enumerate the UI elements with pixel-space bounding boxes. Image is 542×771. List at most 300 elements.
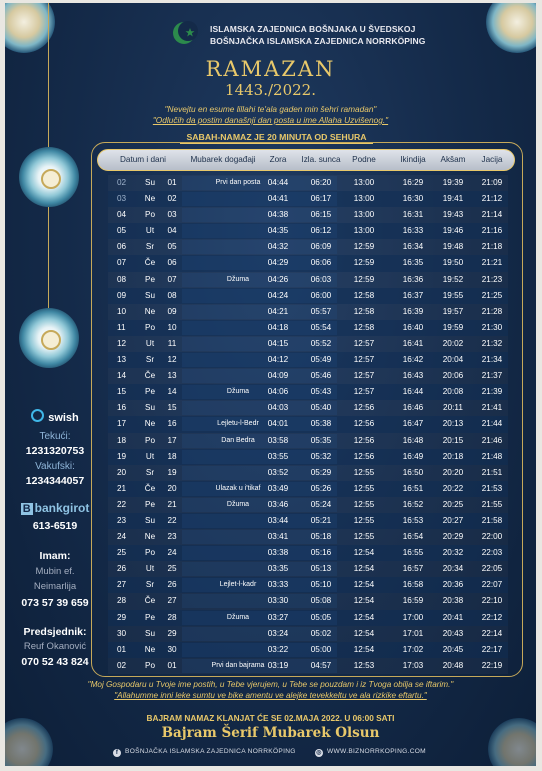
- row-zora: 03:46: [267, 499, 289, 509]
- row-podne: 12:57: [353, 387, 375, 397]
- row-date: 26: [117, 564, 127, 574]
- row-zora: 03:44: [267, 515, 289, 525]
- row-sunrise: 05:32: [310, 451, 332, 461]
- row-jacija: 22:00: [481, 532, 503, 542]
- row-aksam: 20:43: [442, 628, 464, 638]
- row-podne: 12:55: [353, 515, 375, 525]
- row-weekday: Su: [144, 290, 155, 300]
- row-jacija: 21:44: [481, 419, 503, 429]
- row-podne: 12:54: [353, 580, 375, 590]
- bankgirot-logo: B bankgirot: [22, 501, 90, 515]
- table-row: [108, 239, 508, 255]
- row-date: 12: [117, 338, 127, 348]
- row-weekday: Po: [144, 548, 155, 558]
- row-jacija: 21:16: [481, 226, 503, 236]
- row-weekday: Su: [144, 178, 155, 187]
- row-ramazan-day: 30: [167, 644, 177, 654]
- table-row: [108, 352, 508, 368]
- row-ikindija: 16:40: [402, 322, 424, 332]
- row-zora: 04:26: [267, 274, 289, 284]
- row-aksam: 20:13: [442, 419, 464, 429]
- facebook-icon: f: [113, 749, 121, 757]
- row-event: Lejletu-l-Bedr: [217, 420, 259, 428]
- row-podne: 12:54: [353, 628, 375, 638]
- row-weekday: Če: [144, 371, 156, 381]
- row-event: Džuma: [226, 388, 250, 396]
- org-name-line1: ISLAMSKA ZAJEDNICA BOŠNJAKA U ŠVEDSKOJ: [210, 24, 416, 34]
- row-date: 05: [117, 226, 127, 236]
- row-podne: 12:55: [353, 499, 375, 509]
- row-weekday: Ut: [145, 564, 155, 574]
- row-weekday: Ne: [144, 194, 156, 204]
- row-date: 10: [117, 306, 127, 316]
- row-ikindija: 16:29: [402, 178, 424, 187]
- row-date: 29: [117, 612, 127, 622]
- row-podne: 12:57: [353, 338, 375, 348]
- row-ramazan-day: 10: [167, 322, 177, 332]
- row-zora: 03:24: [267, 628, 289, 638]
- imam-name-2: Neimarlija: [33, 581, 77, 592]
- row-weekday: Po: [144, 210, 155, 220]
- row-date: 11: [117, 322, 126, 332]
- row-zora: 03:38: [267, 548, 289, 558]
- row-ikindija: 16:50: [402, 467, 424, 477]
- row-aksam: 20:18: [442, 451, 464, 461]
- row-ramazan-day: 28: [167, 612, 177, 622]
- row-podne: 12:56: [353, 403, 375, 413]
- table-row: [108, 449, 508, 465]
- sabah-note: SABAH-NAMAZ JE 20 MINUTA OD SEHURA: [180, 132, 373, 144]
- row-ikindija: 17:01: [402, 628, 424, 638]
- crescent-star-logo-icon: [171, 19, 199, 47]
- bankgirot-number: 613-6519: [32, 520, 78, 532]
- row-podne: 12:55: [353, 483, 375, 493]
- row-zora: 04:21: [267, 306, 289, 316]
- table-row: [108, 658, 508, 674]
- row-weekday: Ut: [145, 226, 155, 236]
- row-jacija: 21:53: [481, 483, 503, 493]
- imam-name-1: Mubin ef.: [35, 566, 75, 577]
- row-zora: 03:27: [267, 612, 289, 622]
- row-jacija: 22:12: [481, 612, 503, 622]
- table-row: [108, 207, 508, 223]
- row-weekday: Pe: [144, 612, 155, 622]
- row-date: 15: [117, 387, 127, 397]
- row-sunrise: 05:10: [310, 580, 332, 590]
- row-ramazan-day: 12: [167, 355, 177, 365]
- row-jacija: 22:14: [481, 628, 503, 638]
- row-ikindija: 16:51: [402, 483, 424, 493]
- row-ikindija: 16:30: [402, 194, 424, 204]
- row-sunrise: 06:12: [310, 226, 332, 236]
- row-jacija: 22:19: [481, 660, 503, 670]
- row-jacija: 22:17: [481, 644, 503, 654]
- table-row: [108, 593, 508, 609]
- row-jacija: 21:58: [481, 515, 503, 525]
- row-zora: 04:12: [267, 355, 289, 365]
- row-podne: 13:00: [353, 178, 375, 187]
- header-date-days: Datum i dani: [120, 155, 166, 164]
- row-zora: 04:44: [267, 178, 289, 187]
- row-sunrise: 06:17: [310, 194, 332, 204]
- row-ramazan-day: 18: [167, 451, 177, 461]
- row-podne: 12:54: [353, 612, 375, 622]
- swish-icon: [31, 409, 44, 422]
- row-zora: 03:49: [267, 483, 289, 493]
- row-ramazan-day: 01: [167, 660, 177, 670]
- row-jacija: 21:23: [481, 274, 503, 284]
- row-sunrise: 05:43: [310, 387, 332, 397]
- row-aksam: 20:04: [442, 355, 464, 365]
- row-podne: 12:57: [353, 355, 375, 365]
- row-zora: 04:41: [267, 194, 289, 204]
- row-sunrise: 05:54: [310, 322, 332, 332]
- row-date: 01: [117, 644, 127, 654]
- ornament-medallion-lower: [19, 308, 79, 368]
- row-zora: 04:35: [267, 226, 289, 236]
- row-zora: 04:03: [267, 403, 289, 413]
- intent-translation: "Odlučih da postim današnji dan posta u ime Allaha Uzvišenog.": [152, 115, 389, 125]
- row-jacija: 21:41: [481, 403, 503, 413]
- row-jacija: 22:05: [481, 564, 503, 574]
- imam-label: Imam:: [39, 550, 71, 562]
- row-podne: 13:00: [353, 226, 375, 236]
- row-ramazan-day: 15: [167, 403, 177, 413]
- row-ramazan-day: 06: [167, 258, 177, 268]
- table-row: [108, 272, 508, 288]
- row-podne: 12:54: [353, 644, 375, 654]
- tekuci-label: Tekući:: [39, 431, 71, 442]
- row-ikindija: 16:39: [402, 306, 424, 316]
- row-zora: 03:33: [267, 580, 289, 590]
- row-aksam: 19:43: [442, 210, 464, 220]
- row-weekday: Po: [144, 435, 155, 445]
- org-name-line2: BOŠNJAČKA ISLAMSKA ZAJEDNICA NORRKÖPING: [210, 36, 426, 46]
- row-weekday: Pe: [144, 387, 155, 397]
- row-ramazan-day: 21: [167, 499, 177, 509]
- row-aksam: 19:39: [442, 178, 464, 187]
- row-sunrise: 05:08: [310, 596, 332, 606]
- row-ramazan-day: 19: [167, 467, 177, 477]
- row-jacija: 21:39: [481, 387, 503, 397]
- header-aksam: Akšam: [440, 155, 466, 164]
- row-date: 07: [117, 258, 127, 268]
- row-sunrise: 05:26: [310, 483, 332, 493]
- table-row: [108, 545, 508, 561]
- row-zora: 03:19: [267, 660, 289, 670]
- globe-icon: ◎: [316, 750, 322, 756]
- row-sunrise: 05:18: [310, 532, 332, 542]
- row-sunrise: 05:38: [310, 419, 332, 429]
- row-event: Džuma: [226, 500, 250, 508]
- row-weekday: Pe: [144, 499, 155, 509]
- table-row: [108, 255, 508, 271]
- row-ramazan-day: 01: [167, 178, 177, 187]
- row-date: 24: [117, 532, 127, 542]
- row-sunrise: 06:03: [310, 274, 332, 284]
- row-ramazan-day: 20: [167, 483, 177, 493]
- intent-arabic: "Nevejtu en esume lillahi te'ala gaden min šehri ramadan": [164, 104, 377, 114]
- swish-logo: swish: [5, 409, 105, 424]
- row-jacija: 21:48: [481, 451, 503, 461]
- row-sunrise: 04:57: [310, 660, 332, 670]
- row-ramazan-day: 22: [167, 515, 177, 525]
- row-aksam: 19:48: [442, 242, 464, 252]
- table-row: [108, 561, 508, 577]
- row-date: 14: [117, 371, 127, 381]
- row-ramazan-day: 02: [167, 194, 177, 204]
- president-label: Predsjednik:: [23, 626, 87, 638]
- row-podne: 12:54: [353, 564, 375, 574]
- row-ikindija: 17:02: [402, 644, 424, 654]
- row-event: Prvi dan posta: [215, 179, 261, 186]
- row-podne: 12:59: [353, 258, 375, 268]
- row-podne: 12:57: [353, 371, 375, 381]
- row-aksam: 20:41: [442, 612, 464, 622]
- row-ikindija: 16:44: [402, 387, 424, 397]
- row-podne: 12:53: [353, 660, 375, 670]
- row-date: 18: [117, 435, 127, 445]
- table-row: [108, 626, 508, 642]
- table-row: [108, 577, 508, 593]
- row-zora: 04:01: [267, 419, 289, 429]
- table-row: [108, 384, 508, 400]
- header-sunrise: Izla. sunca: [301, 155, 341, 164]
- row-ramazan-day: 23: [167, 532, 177, 542]
- row-ikindija: 16:41: [402, 338, 424, 348]
- row-aksam: 20:02: [442, 338, 464, 348]
- row-ramazan-day: 14: [167, 387, 177, 397]
- row-zora: 04:09: [267, 371, 289, 381]
- row-date: 21: [117, 483, 127, 493]
- row-jacija: 21:51: [481, 467, 503, 477]
- row-podne: 12:55: [353, 467, 375, 477]
- row-weekday: Sr: [145, 467, 155, 477]
- row-sunrise: 06:15: [310, 210, 332, 220]
- row-ikindija: 16:47: [402, 419, 424, 429]
- row-weekday: Sr: [145, 242, 155, 252]
- row-zora: 04:29: [267, 258, 289, 268]
- row-jacija: 21:28: [481, 306, 503, 316]
- row-sunrise: 06:20: [310, 178, 332, 187]
- vakufski-number: 1234344057: [25, 475, 85, 487]
- row-weekday: Su: [144, 403, 155, 413]
- row-ikindija: 16:59: [402, 596, 424, 606]
- row-aksam: 20:34: [442, 564, 464, 574]
- page-title: RAMAZAN: [205, 57, 336, 81]
- row-date: 02: [117, 660, 127, 670]
- row-weekday: Če: [144, 596, 156, 606]
- vakufski-label: Vakufski:: [35, 461, 75, 472]
- row-event: Džuma: [226, 275, 250, 283]
- row-sunrise: 05:00: [310, 644, 332, 654]
- row-ikindija: 16:33: [402, 226, 424, 236]
- row-aksam: 19:50: [442, 258, 464, 268]
- row-ikindija: 16:52: [402, 499, 424, 509]
- row-sunrise: 05:16: [310, 548, 332, 558]
- row-zora: 04:18: [267, 322, 289, 332]
- row-date: 06: [117, 242, 127, 252]
- row-ramazan-day: 29: [167, 628, 177, 638]
- row-ramazan-day: 03: [167, 210, 177, 220]
- row-event: Prvi dan bajrama: [211, 661, 265, 669]
- row-sunrise: 05:21: [310, 515, 332, 525]
- row-weekday: Sr: [145, 580, 155, 590]
- row-jacija: 22:10: [481, 596, 503, 606]
- row-weekday: Pe: [144, 274, 155, 284]
- row-sunrise: 05:13: [310, 564, 332, 574]
- row-ikindija: 16:36: [402, 274, 424, 284]
- row-podne: 12:58: [353, 306, 375, 316]
- row-jacija: 21:34: [481, 355, 503, 365]
- row-ikindija: 16:48: [402, 435, 424, 445]
- row-date: 02: [117, 178, 127, 187]
- row-aksam: 19:46: [442, 226, 464, 236]
- row-aksam: 20:08: [442, 387, 464, 397]
- row-aksam: 19:57: [442, 306, 464, 316]
- row-jacija: 22:03: [481, 548, 503, 558]
- row-date: 16: [117, 403, 127, 413]
- president-phone: 070 52 43 824: [21, 656, 89, 668]
- table-row: [108, 529, 508, 545]
- row-event: Ulazak u i'tikaf: [215, 484, 261, 492]
- ramazan-poster: [5, 3, 536, 766]
- table-row: [108, 481, 508, 497]
- row-weekday: Če: [144, 258, 156, 268]
- row-ramazan-day: 25: [167, 564, 177, 574]
- row-zora: 03:22: [267, 644, 289, 654]
- iftar-prayer-translation: "Moj Gospodaru u Tvoje ime postih, u Tebe vjerujem, u Tebe se pouzdam i iz Tvoga obilja se iftarim.": [87, 680, 454, 689]
- row-ramazan-day: 08: [167, 290, 177, 300]
- row-jacija: 21:55: [481, 499, 503, 509]
- row-ikindija: 16:37: [402, 290, 424, 300]
- row-jacija: 21:09: [481, 178, 503, 187]
- row-ramazan-day: 11: [167, 338, 177, 348]
- table-row: [108, 288, 508, 304]
- row-aksam: 20:29: [442, 532, 464, 542]
- header-jacija: Jacija: [481, 155, 503, 164]
- row-date: 25: [117, 548, 127, 558]
- table-row: [108, 497, 508, 513]
- row-ramazan-day: 13: [167, 371, 177, 381]
- row-ramazan-day: 05: [167, 242, 177, 252]
- row-aksam: 20:06: [442, 371, 464, 381]
- table-row: [108, 642, 508, 658]
- row-ikindija: 16:46: [402, 403, 424, 413]
- row-date: 27: [117, 580, 127, 590]
- row-event: Džuma: [226, 613, 250, 621]
- row-sunrise: 06:06: [310, 258, 332, 268]
- tekuci-number: 1231320753: [25, 445, 85, 457]
- row-weekday: Po: [144, 660, 155, 670]
- website-footer[interactable]: ◎ WWW.BIZNORRKOPING.COM: [316, 748, 426, 756]
- row-aksam: 20:27: [442, 515, 464, 525]
- row-sunrise: 05:29: [310, 467, 332, 477]
- table-row: [108, 304, 508, 320]
- row-jacija: 21:21: [481, 258, 503, 268]
- row-zora: 03:35: [267, 564, 289, 574]
- row-aksam: 20:48: [442, 660, 464, 670]
- row-jacija: 21:18: [481, 242, 503, 252]
- row-aksam: 20:22: [442, 483, 464, 493]
- row-ikindija: 16:58: [402, 580, 424, 590]
- table-row: [108, 400, 508, 416]
- row-date: 13: [117, 355, 127, 365]
- table-row: [108, 336, 508, 352]
- bajram-greeting: Bajram Šerif Mubarek Olsun: [161, 725, 380, 741]
- row-aksam: 20:20: [442, 467, 464, 477]
- row-podne: 12:59: [353, 242, 375, 252]
- table-row: [108, 223, 508, 239]
- row-ikindija: 16:53: [402, 515, 424, 525]
- ornament-medallion-upper: [19, 147, 79, 207]
- row-jacija: 21:32: [481, 338, 503, 348]
- row-date: 04: [117, 210, 127, 220]
- president-name: Reuf Okanović: [23, 641, 87, 652]
- row-zora: 04:15: [267, 338, 289, 348]
- row-date: 28: [117, 596, 127, 606]
- row-podne: 13:00: [353, 194, 375, 204]
- row-aksam: 20:38: [442, 596, 464, 606]
- hijri-gregorian-year: 1443./2022.: [225, 81, 316, 99]
- row-weekday: Su: [144, 628, 155, 638]
- ornament-chain: [48, 207, 49, 311]
- row-jacija: 21:30: [481, 322, 503, 332]
- imam-phone: 073 57 39 659: [21, 597, 89, 609]
- row-event: Lejlet-l-kadr: [219, 581, 257, 589]
- row-zora: 04:32: [267, 242, 289, 252]
- row-podne: 12:54: [353, 596, 375, 606]
- timetable-header: [97, 149, 515, 171]
- row-ramazan-day: 24: [167, 548, 177, 558]
- row-sunrise: 05:02: [310, 628, 332, 638]
- row-ramazan-day: 16: [167, 419, 177, 429]
- row-aksam: 20:11: [443, 403, 463, 413]
- timetable-body: [108, 175, 508, 674]
- row-podne: 12:56: [353, 435, 375, 445]
- row-sunrise: 05:35: [310, 435, 332, 445]
- table-row: [108, 175, 508, 191]
- table-row: [108, 465, 508, 481]
- table-row: [108, 368, 508, 384]
- row-zora: 04:06: [267, 387, 289, 397]
- row-zora: 03:30: [267, 596, 289, 606]
- row-date: 03: [117, 194, 127, 204]
- bajram-notice: BAJRAM NAMAZ KLANJAT ĆE SE 02.MAJA 2022. U 06:00 SATI: [146, 713, 395, 723]
- row-aksam: 19:52: [442, 274, 464, 284]
- row-ikindija: 16:55: [402, 548, 424, 558]
- bankgirot-icon: B: [22, 503, 31, 515]
- row-ikindija: 16:57: [402, 564, 424, 574]
- row-podne: 12:56: [353, 451, 375, 461]
- header-zora: Zora: [269, 155, 287, 164]
- row-sunrise: 05:46: [310, 371, 332, 381]
- row-sunrise: 05:52: [310, 338, 332, 348]
- row-podne: 12:56: [353, 419, 375, 429]
- row-podne: 12:55: [353, 532, 375, 542]
- row-sunrise: 05:49: [310, 355, 332, 365]
- row-podne: 12:54: [353, 548, 375, 558]
- row-sunrise: 05:40: [310, 403, 332, 413]
- row-ramazan-day: 26: [167, 580, 177, 590]
- row-weekday: Sr: [145, 355, 155, 365]
- row-date: 22: [117, 499, 127, 509]
- row-sunrise: 05:05: [310, 612, 332, 622]
- row-weekday: Ne: [144, 532, 156, 542]
- table-row: [108, 320, 508, 336]
- row-jacija: 21:12: [481, 194, 503, 204]
- row-aksam: 19:55: [442, 290, 464, 300]
